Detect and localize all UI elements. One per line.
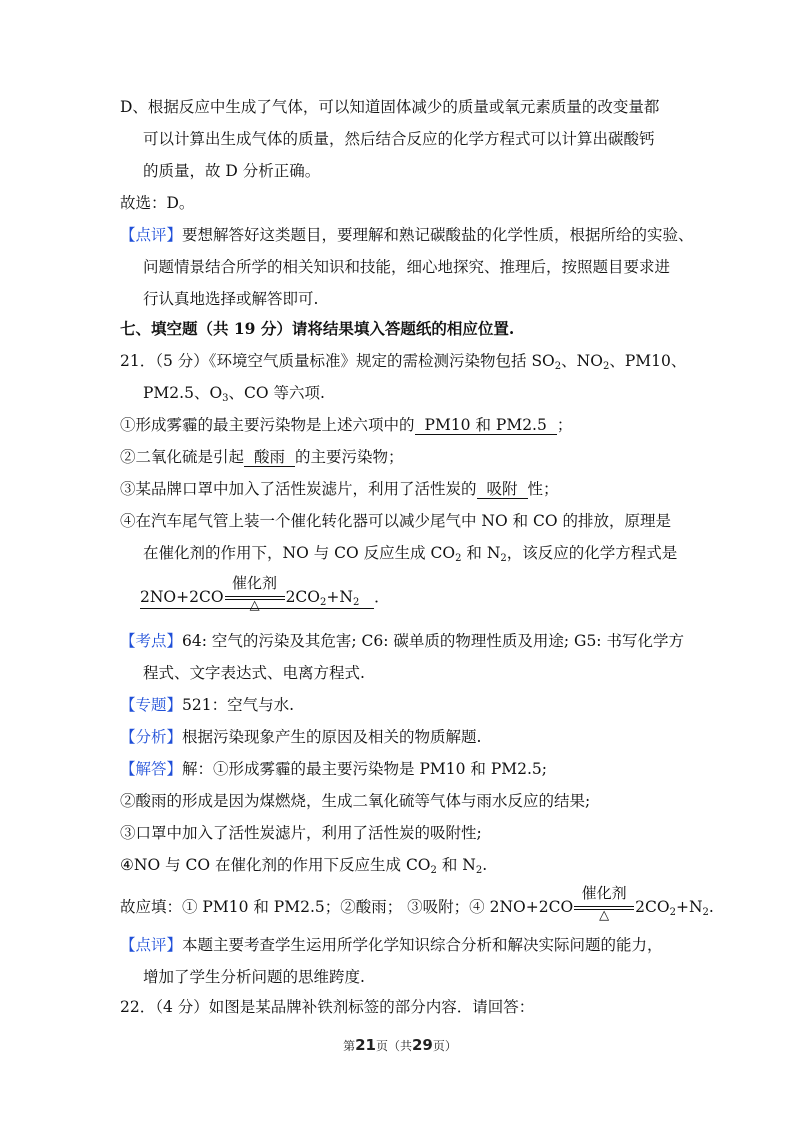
text-line: 可以计算出生成气体的质量，然后结合反应的化学方程式可以计算出碳酸钙 <box>143 130 655 148</box>
text-line: ②酸雨的形成是因为煤燃烧，生成二氧化硫等气体与雨水反应的结果; <box>120 792 591 810</box>
review-tag: 【点评】 <box>120 936 183 954</box>
topic-tag: 【专题】 <box>120 696 183 714</box>
solution-line: 【解答】解：①形成雾霾的最主要污染物是 PM10 和 PM2.5; <box>120 760 547 778</box>
text-line: 的质量，故 D 分析正确。 <box>143 162 321 180</box>
review-line <box>120 224 694 246</box>
text-line: ④NO 与 CO 在催化剂的作用下反应生成 $CO_2$ 和 $N_2$. <box>120 856 488 876</box>
text-line: 故选：D。 <box>120 194 195 212</box>
analysis-line: 【分析】根据污染现象产生的原因及相关的物质解题. <box>120 728 482 746</box>
subquestion-line: ④在汽车尾气管上装一个催化转化器可以减少尾气中 NO 和 CO 的排放，原理是 <box>120 512 672 530</box>
review-tag: 【点评】 <box>120 226 183 244</box>
question-line: 21．（5 分）《环境空气质量标准》规定的需检测污染物包括 $SO_2$、$NO_2$、PM10、 <box>120 352 687 372</box>
text-line: 问题情景结合所学的相关知识和技能，细心地探究、推理后，按照题目要求进 <box>143 258 671 276</box>
text-line: ③口罩中加入了活性炭滤片，利用了活性炭的吸附性; <box>120 824 482 842</box>
page-total: 29 <box>412 1036 433 1054</box>
section-heading: 七、填空题（共 19 分）请将结果填入答题纸的相应位置. <box>120 319 515 338</box>
reaction-arrow: 催化剂 △ <box>574 896 634 918</box>
answer-blank: 吸附 <box>477 480 528 499</box>
answer-blank: PM10 和 PM2.5 <box>415 416 557 435</box>
subquestion-line: 在催化剂的作用下，NO 与 CO 反应生成 $CO_2$ 和 $N_2$，该反应的化学方程式是 <box>143 544 678 564</box>
text-line: D、根据反应中生成了气体，可以知道固体减少的质量或氧元素质量的改变量都 <box>120 98 660 116</box>
subquestion-line: ①形成雾霾的最主要污染物是上述六项中的 PM10 和 PM2.5 ； <box>120 416 573 434</box>
solution-tag: 【解答】 <box>120 760 183 778</box>
subquestion-line: ③某品牌口罩中加入了活性炭滤片，利用了活性炭的 吸附 性； <box>120 480 559 498</box>
question-line: 22．（4 分）如图是某品牌补铁剂标签的部分内容．请回答： <box>120 998 535 1016</box>
reaction-arrow: 催化剂 △ <box>225 586 285 608</box>
text-line: 程式、文字表达式、电离方程式. <box>143 664 365 682</box>
analysis-tag: 【分析】 <box>120 728 183 746</box>
knowledge-tag: 【考点】 <box>120 632 183 650</box>
knowledge-line: 【考点】64: 空气的污染及其危害; C6: 碳单质的物理性质及用途; G5: 书写化学方 <box>120 632 684 650</box>
page-number: 21 <box>355 1036 376 1054</box>
review-text: 要想解答好这类题目，要理解和熟记碳酸盐的化学性质，根据所给的实验、 <box>182 226 694 244</box>
answer-blank: 酸雨 <box>244 448 295 467</box>
final-answer-line: 故应填：① PM10 和 PM2.5；②酸雨； ③吸附；④ 2NO+2CO 催化剂 △ $2CO_2+N_2$. <box>120 884 714 923</box>
equation-answer-blank: 2NO+2CO 催化剂 △ $2CO_2+N_2$ <box>140 586 374 609</box>
review-line: 【点评】本题主要考查学生运用所学化学知识综合分析和解决实际问题的能力， <box>120 936 663 954</box>
page-footer: 第21页（共29页） <box>343 1036 457 1054</box>
question-line: PM2.5、$O_3$、CO 等六项. <box>143 384 325 404</box>
equation-line: 2NO+2CO 催化剂 △ $2CO_2+N_2$ ． <box>140 574 390 613</box>
text-line: 增加了学生分析问题的思维跨度. <box>143 968 365 986</box>
text-line: 行认真地选择或解答即可. <box>143 290 319 308</box>
topic-line: 【专题】521：空气与水. <box>120 696 295 714</box>
subquestion-line: ②二氧化硫是引起 酸雨 的主要污染物； <box>120 448 404 466</box>
